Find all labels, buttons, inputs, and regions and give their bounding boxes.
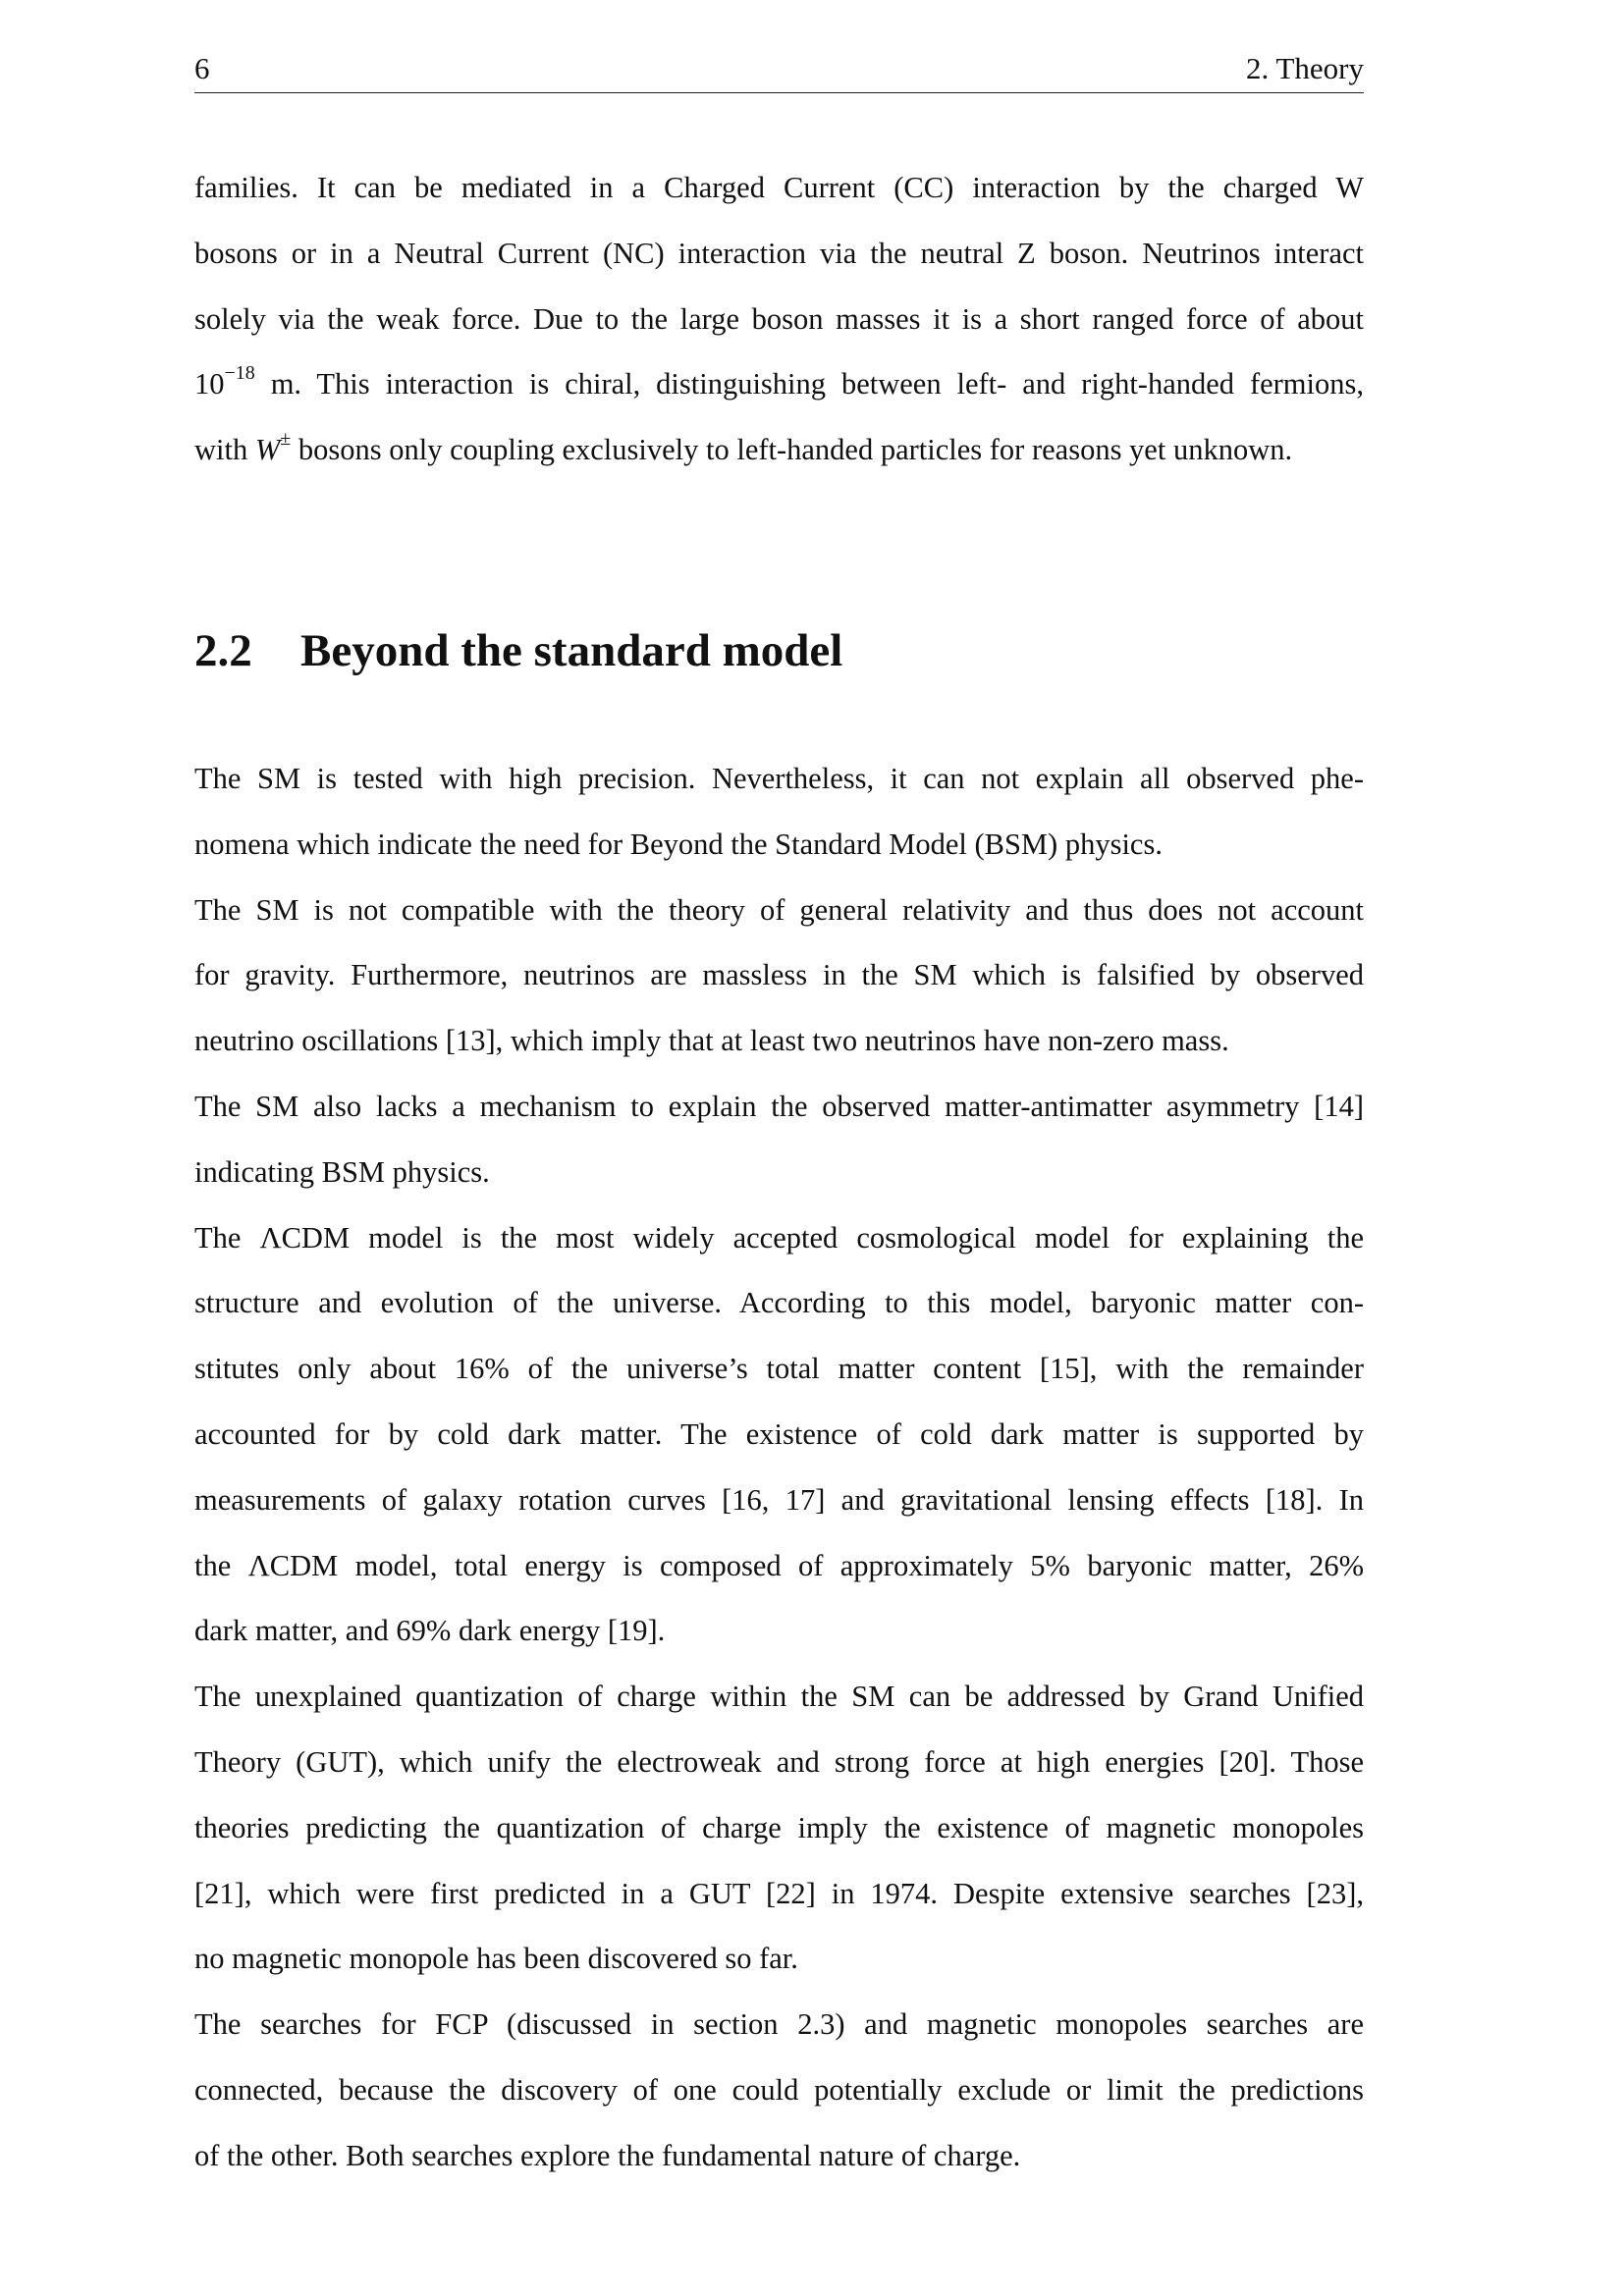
paragraph [194, 1074, 1364, 1205]
text-line [194, 812, 1364, 878]
text-line [194, 2057, 1364, 2123]
text-segment: families. It can be mediated in a Charged Current (CC) interaction by the charged W [194, 171, 1364, 204]
page-number: 6 [194, 51, 210, 85]
text-segment: The SM also lacks a mechanism to explain the observed matter-antimatter asymmetry [14] [194, 1089, 1364, 1123]
text-line [194, 1205, 1364, 1271]
text-segment: ± [280, 428, 292, 451]
text-line [194, 1140, 1364, 1205]
paragraph [194, 1205, 1364, 1665]
chapter-title: 2. Theory [1246, 51, 1364, 85]
paragraph [194, 746, 1364, 878]
paragraph [194, 1992, 1364, 2188]
section-heading [194, 624, 842, 677]
text-segment: of the other. Both searches explore the fundamental nature of charge. [194, 2138, 1021, 2172]
text-segment: no magnetic monopole has been discovered so far. [194, 1942, 798, 1976]
text-line [194, 287, 1364, 352]
text-line [194, 1074, 1364, 1140]
text-segment: The SM is tested with high precision. Nevertheless, it can not explain all observed phe- [194, 762, 1364, 795]
text-segment: theories predicting the quantization of charge imply the existence of magnetic monopoles [194, 1810, 1364, 1844]
text-segment: m. This interaction is chiral, distinguishing between left- and right-handed fermions, [254, 367, 1364, 401]
text-line [194, 1861, 1364, 1927]
paragraph [194, 1664, 1364, 1992]
section-body [194, 746, 1364, 2189]
text-line [194, 1336, 1364, 1402]
text-segment: W [254, 433, 281, 467]
text-segment: The ΛCDM model is the most widely accepted cosmological model for explaining the [194, 1220, 1364, 1255]
text-segment: −18 [224, 362, 255, 385]
text-segment: 10 [194, 367, 225, 401]
text-segment: solely via the weak force. Due to the large boson masses it is a short ranged force of about [194, 301, 1364, 336]
text-segment: stitutes only about 16% of the universe’s total matter content [15], with the remainder [194, 1352, 1364, 1386]
text-segment: with [194, 433, 255, 467]
text-line [194, 942, 1364, 1008]
text-segment: indicating BSM physics. [194, 1154, 490, 1189]
text-line [194, 2123, 1364, 2189]
text-line [194, 1664, 1364, 1730]
section-title: Beyond the standard model [300, 625, 843, 676]
text-segment: Theory (GUT), which unify the electroweak and strong force at high energies [20]. Those [194, 1744, 1364, 1779]
text-segment: structure and evolution of the universe. According to this model, baryonic matter con- [194, 1286, 1364, 1320]
text-line [194, 1795, 1364, 1861]
text-line [194, 417, 1364, 483]
text-line [194, 351, 1364, 417]
text-segment: [21], which were first predicted in a GUT [22] in 1974. Despite extensive searches [23], [194, 1876, 1364, 1910]
text-segment: accounted for by cold dark matter. The existence of cold dark matter is supported by [194, 1416, 1364, 1451]
text-line [194, 878, 1364, 943]
text-line [194, 1992, 1364, 2057]
text-line [194, 1533, 1364, 1599]
text-line [194, 746, 1364, 812]
text-segment: neutrino oscillations [13], which imply that at least two neutrinos have non-zero mass. [194, 1024, 1229, 1058]
text-segment: connected, because the discovery of one could potentially exclude or limit the predictions [194, 2072, 1364, 2107]
text-segment: The SM is not compatible with the theory of general relativity and thus does not account [194, 892, 1364, 927]
paragraph [194, 878, 1364, 1074]
text-segment: bosons only coupling exclusively to left-handed particles for reasons yet unknown. [291, 433, 1293, 467]
text-line [194, 155, 1364, 221]
text-line [194, 1008, 1364, 1074]
text-line [194, 1926, 1364, 1992]
text-line [194, 1468, 1364, 1533]
intro-paragraph [194, 155, 1364, 483]
text-segment: measurements of galaxy rotation curves [16, 17] and gravitational lensing effects [18]. In [194, 1482, 1364, 1517]
text-segment: the ΛCDM model, total energy is composed of approximately 5% baryonic matter, 26% [194, 1548, 1364, 1582]
text-line [194, 1270, 1364, 1336]
text-segment: The searches for FCP (discussed in section 2.3) and magnetic monopoles searches are [194, 2007, 1364, 2042]
text-line [194, 1402, 1364, 1468]
section-number: 2.2 [194, 625, 252, 676]
text-line [194, 1730, 1364, 1795]
running-header [194, 51, 1364, 93]
text-segment: nomena which indicate the need for Beyond the Standard Model (BSM) physics. [194, 827, 1163, 861]
text-segment: for gravity. Furthermore, neutrinos are massless in the SM which is falsified by observed [194, 958, 1364, 992]
text-line [194, 221, 1364, 287]
text-line [194, 1598, 1364, 1664]
text-segment: dark matter, and 69% dark energy [19]. [194, 1614, 666, 1648]
text-segment: bosons or in a Neutral Current (NC) interaction via the neutral Z boson. Neutrinos interact [194, 236, 1364, 270]
text-segment: The unexplained quantization of charge within the SM can be addressed by Grand Unified [194, 1680, 1364, 1714]
